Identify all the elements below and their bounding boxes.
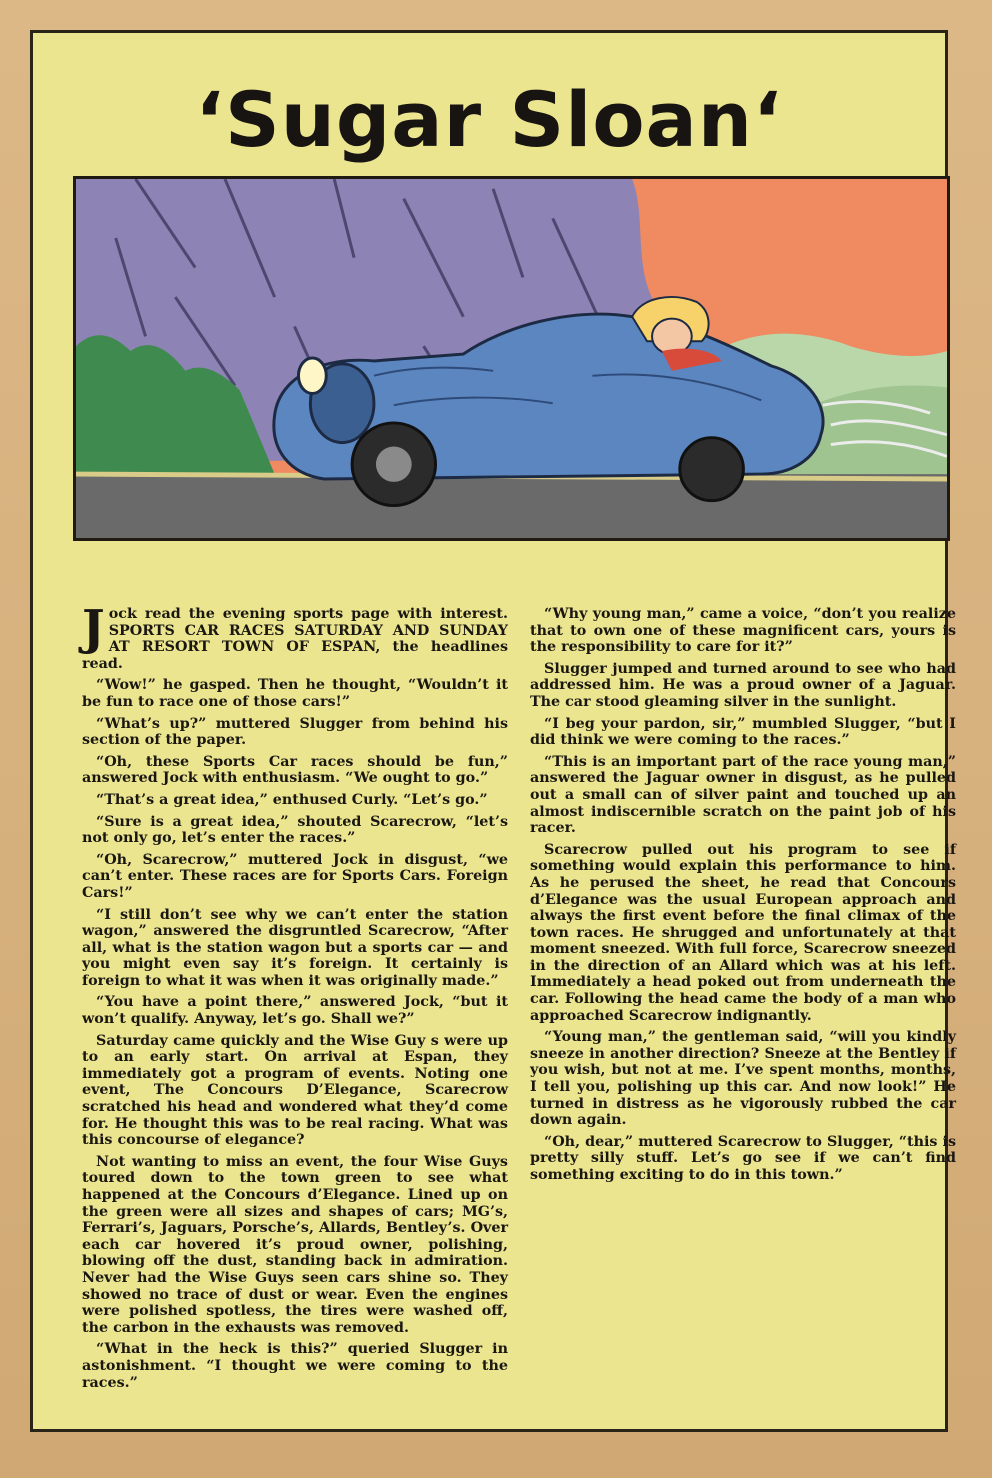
paragraph: “Oh, dear,” muttered Scarecrow to Slugger, “this is pretty silly stuff. Let’s go see if we can’t find something exciting to do in this town.” (530, 1133, 956, 1183)
paragraph: “Oh, Scarecrow,” muttered Jock in disgust, “we can’t enter. These races are for Sports Cars. Foreign Cars!” (82, 851, 508, 901)
paragraph: “What’s up?” muttered Slugger from behind his section of the paper. (82, 715, 508, 749)
story-text (82, 600, 956, 1426)
paragraph: “You have a point there,” answered Jock, “but it won’t qualify. Anyway, let’s go. Shall we?” (82, 994, 508, 1028)
paragraph: Scarecrow pulled out his program to see if something would explain this performance to him. As he perused the sheet, he read that Concours d’Elegance was the usual European approach and always the first event before the final climax of the town races. He shrugged and unfortunately at that moment sneezed. With full force, Scarecrow sneezed in the direction of an Allard which was at his left. Immediately a head poked out from underneath the car. Following the head came the body of a man who approached Scarecrow indignantly. (530, 841, 956, 1024)
text-story-panel (30, 30, 956, 1432)
paragraph: “I still don’t see why we can’t enter the station wagon,” answered the disgruntled Scarecrow, “After all, what is the station wagon but a sports car — and you might even say it’s foreign. It certainly is foreign to what it was when it was originally made.” (82, 906, 508, 989)
paragraph: “That’s a great idea,” enthused Curly. “Let’s go.” (96, 791, 488, 808)
car-illustration (73, 176, 950, 541)
paragraph: “Young man,” the gentleman said, “will you kindly sneeze in another direction? Sneeze at the Bentley if you wish, but not at me. I’ve spent months, months, I tell you, polishing up this car. And now look!” He turned in distress as he vigorously rubbed the car down again. (530, 1029, 956, 1129)
paragraph: Not wanting to miss an event, the four Wise Guys toured down to the town green to see what happened at the Concours d’Elegance. Lined up on the green were all sizes and shapes of cars; MG’s, Ferrari’s, Jaguars, Porsche’s, Allards, Bentley’s. Over each car hovered it’s proud owner, polishing, blowing off the dust, standing back in admiration. Never had the Wise Guys seen cars shine so. They showed no trace of dust or wear. Even the engines were polished spotless, the tires were washed off, the carbon in the exhausts was removed. (82, 1153, 508, 1336)
rear-wheel (680, 438, 744, 501)
paragraph: “Sure is a great idea,” shouted Scarecrow, “let’s not only go, let’s enter the races.” (82, 813, 508, 847)
lead-text: ock read the evening sports page with interest. SPORTS CAR RACES SATURDAY AND SUNDAY AT RESORT TOWN OF ESPAN, the headlines read. (82, 606, 508, 672)
road (76, 474, 947, 538)
illustration-svg (76, 179, 947, 538)
drop-cap: J (82, 600, 105, 656)
story-title: ‘Sugar Sloan‘ (195, 75, 783, 164)
lead-paragraph (82, 600, 508, 672)
paragraph: “Wow!” he gasped. Then he thought, “Wouldn’t it be fun to race one of those cars!” (82, 677, 508, 710)
front-hub (376, 447, 412, 482)
paragraph: “Oh, these Sports Car races should be fun,” answered Jock with enthusiasm. “We ought to go.” (82, 753, 508, 787)
paragraph: “This is an important part of the race young man,” answered the Jaguar owner in disgust, as he pulled out a small can of silver paint and touched up an almost indiscernible scratch on the paint job of his racer. (530, 753, 956, 837)
paragraph: “What in the heck is this?” queried Slugger in astonishment. “I thought we were coming to the races.” (82, 1341, 508, 1391)
headlight (298, 358, 326, 393)
paragraph: Saturday came quickly and the Wise Guy s were up to an early start. On arrival at Espan, they immediately got a program of events. Noting one event, The Concours D’Elegance, Scarecrow scratched his head and wondered what they’d come for. He thought this was to be real racing. What was this concourse of elegance? (82, 1032, 508, 1149)
paragraph: “Why young man,” came a voice, “don’t you realize that to own one of these magnificent cars, yours is the responsibility to care for it?” (530, 606, 956, 656)
paragraph: Slugger jumped and turned around to see who had addressed him. He was a proud owner of a Jaguar. The car stood gleaming silver in the sunlight. (530, 660, 956, 710)
paragraph: “I beg your pardon, sir,” mumbled Slugger, “but I did think we were coming to the races.” (530, 715, 956, 749)
